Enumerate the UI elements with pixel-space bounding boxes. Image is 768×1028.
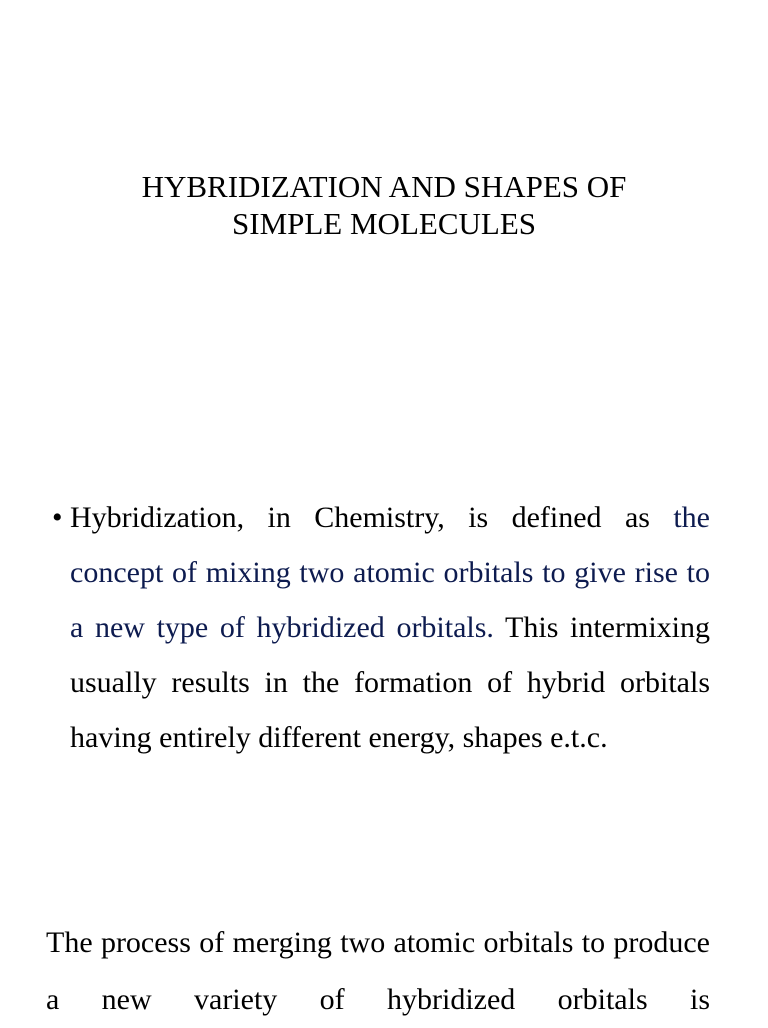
document-title bbox=[0, 168, 768, 242]
title-line-1: HYBRIDIZATION AND SHAPES OF bbox=[141, 169, 627, 204]
title-line-2: SIMPLE MOLECULES bbox=[232, 206, 536, 241]
bullet-text-end: This intermixing usually results in the formation of hybrid orbitals having entirely different energy, shapes e.t.c. bbox=[70, 611, 710, 754]
body-paragraph: The process of merging two atomic orbitals to produce a new variety of hybridized orbitals is bbox=[46, 926, 710, 1016]
bullet-text-highlight: the concept of mixing two atomic orbitals to give rise to a new type of hybridized orbitals. bbox=[70, 501, 710, 644]
bullet-text-start: Hybridization, in Chemistry, is defined as bbox=[70, 501, 674, 534]
bullet-marker: • bbox=[52, 501, 63, 534]
definition-bullet bbox=[52, 490, 710, 765]
bullet-text bbox=[70, 490, 710, 765]
